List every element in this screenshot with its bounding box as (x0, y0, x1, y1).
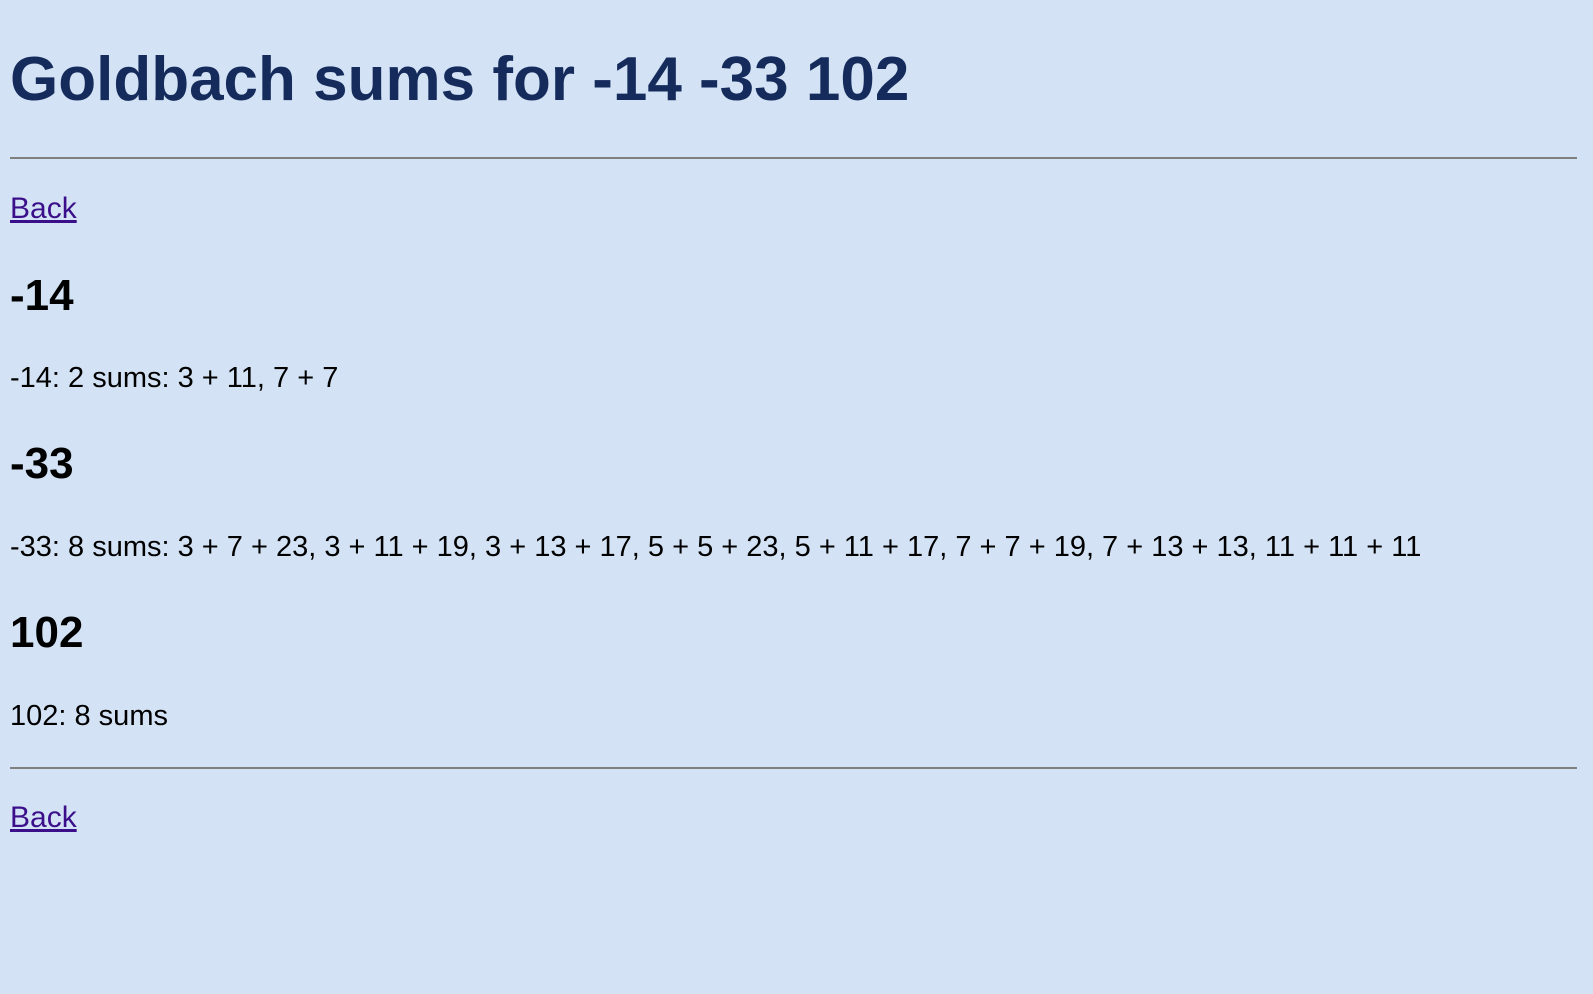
section-heading-minus-14: -14 (10, 271, 74, 320)
section-text-minus-33: -33: 8 sums: 3 + 7 + 23, 3 + 11 + 19, 3 + 13 + 17, 5 + 5 + 23, 5 + 11 + 17, 7 + 7 + 19, 7 + 13 + 13, 11 + 11 + 11 (10, 531, 1422, 563)
page-title: Goldbach sums for -14 -33 102 (10, 45, 910, 114)
section-text-minus-14: -14: 2 sums: 3 + 11, 7 + 7 (10, 362, 339, 394)
section-heading-102: 102 (10, 608, 84, 657)
section-heading-minus-33: -33 (10, 439, 74, 488)
section-text-102: 102: 8 sums (10, 700, 168, 732)
back-link-bottom[interactable]: Back (10, 801, 77, 834)
back-link-top[interactable]: Back (10, 192, 77, 225)
bottom-divider (10, 767, 1577, 769)
top-divider (10, 157, 1577, 159)
